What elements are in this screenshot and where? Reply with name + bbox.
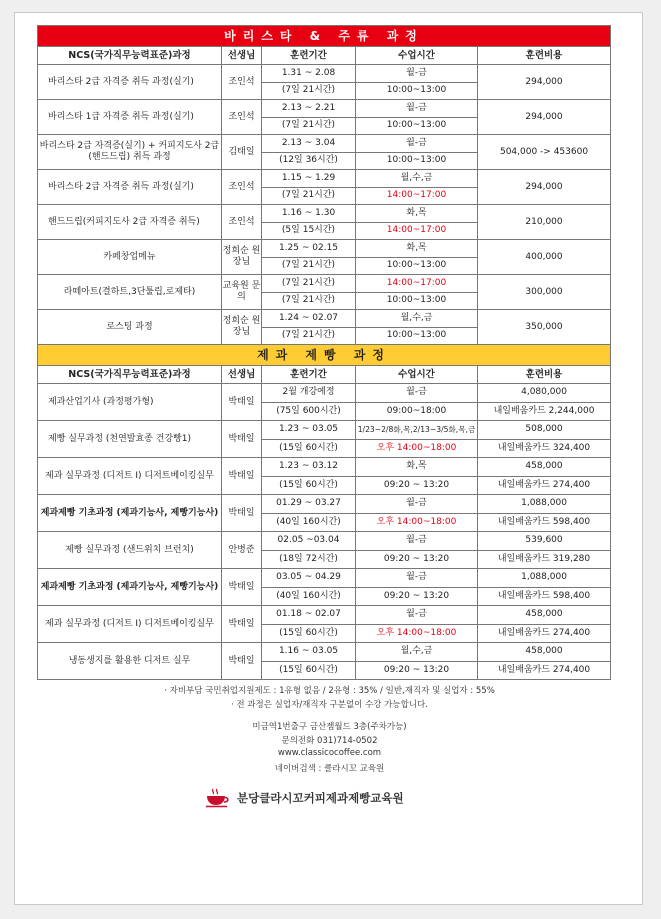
- teacher: 정희순 원장님: [222, 310, 262, 345]
- course-name: 제과제빵 기초과정 (제과기능사, 제빵기능사): [38, 495, 222, 532]
- cost: 210,000: [478, 205, 611, 240]
- period: 1.16 ~ 03.05: [262, 643, 356, 662]
- card-cost: 내일배움카드 2,244,000: [478, 402, 611, 421]
- teacher: 박태일: [222, 606, 262, 643]
- teacher: 교육원 문의: [222, 275, 262, 310]
- hours: (7일 21시간): [262, 187, 356, 205]
- course-name: 바리스타 1급 자격증 취득 과정(실기): [38, 100, 222, 135]
- course-name: 로스팅 과정: [38, 310, 222, 345]
- class-time: 오후 14:00~18:00: [356, 439, 478, 458]
- website: www.classicocoffee.com: [277, 748, 382, 758]
- hours: (15일 60시간): [262, 624, 356, 643]
- period: 01.29 ~ 03.27: [262, 495, 356, 514]
- days: 월-금: [356, 569, 478, 588]
- class-time: 10:00~13:00: [356, 327, 478, 345]
- cost: 300,000: [478, 275, 611, 310]
- card-cost: 내일배움카드 274,400: [478, 624, 611, 643]
- hours: (7일 21시간): [262, 292, 356, 310]
- cost: 4,080,000: [478, 384, 611, 403]
- course-name: 제과 실무과정 (디저트 I) 디저트베이킹실무: [38, 606, 222, 643]
- days: 월-금: [356, 495, 478, 514]
- hours: (7일 21시간): [262, 327, 356, 345]
- coffee-cup-icon: [205, 788, 231, 808]
- header-time: 수업시간: [356, 47, 478, 65]
- header-course: NCS(국가직무능력표준)과정: [38, 366, 222, 384]
- period: 1.31 ~ 2.08: [262, 65, 356, 83]
- days: 월-금: [356, 384, 478, 403]
- days: 월,수,금: [356, 310, 478, 328]
- class-time: 09:20 ~ 13:20: [356, 587, 478, 606]
- header-time: 수업시간: [356, 366, 478, 384]
- period: 2.13 ~ 3.04: [262, 135, 356, 153]
- class-time: 10:00~13:00: [356, 292, 478, 310]
- cost: 1,088,000: [478, 495, 611, 514]
- card-cost: 내일배움카드 274,400: [478, 476, 611, 495]
- class-time: 09:00~18:00: [356, 402, 478, 421]
- days: 월-금: [356, 606, 478, 625]
- course-name: 핸드드립(커피지도사 2급 자격증 취득): [38, 205, 222, 240]
- course-name: 카페창업메뉴: [38, 240, 222, 275]
- hours: (7일 21시간): [262, 257, 356, 275]
- teacher: 박태일: [222, 384, 262, 421]
- period: 03.05 ~ 04.29: [262, 569, 356, 588]
- period: 1.23 ~ 03.05: [262, 421, 356, 440]
- hours: (75일 600시간): [262, 402, 356, 421]
- phone: 문의전화 031)714-0502: [281, 736, 378, 746]
- card-cost: 내일배움카드 324,400: [478, 439, 611, 458]
- teacher: 안병준: [222, 532, 262, 569]
- period: 1.23 ~ 03.12: [262, 458, 356, 477]
- period: 2.13 ~ 2.21: [262, 100, 356, 118]
- teacher: 김태일: [222, 135, 262, 170]
- course-name: 냉동생지를 활용한 디저트 실무: [38, 643, 222, 680]
- address: 미금역1번출구 금산젬월드 3층(주차가능): [252, 722, 407, 732]
- teacher: 조인석: [222, 205, 262, 240]
- course-name: 바리스타 2급 자격증 취득 과정(실기): [38, 65, 222, 100]
- teacher: 박태일: [222, 458, 262, 495]
- class-time: 오후 14:00~18:00: [356, 624, 478, 643]
- header-period: 훈련기간: [262, 47, 356, 65]
- naver-search: 네이버검색 : 클라시꼬 교육원: [274, 764, 385, 774]
- bakery-section-title: 제과 제빵 과정: [38, 345, 611, 366]
- class-time: 14:00~17:00: [356, 222, 478, 240]
- cost: 539,600: [478, 532, 611, 551]
- header-cost: 훈련비용: [478, 366, 611, 384]
- days: 화,목: [356, 458, 478, 477]
- cost: 294,000: [478, 65, 611, 100]
- hours: (5일 15시간): [262, 222, 356, 240]
- cost: 458,000: [478, 643, 611, 662]
- card-cost: 내일배움카드 598,400: [478, 587, 611, 606]
- document-page: [14, 12, 643, 905]
- teacher: 조인석: [222, 100, 262, 135]
- period: (7일 21시간): [262, 275, 356, 293]
- teacher: 조인석: [222, 65, 262, 100]
- header-period: 훈련기간: [262, 366, 356, 384]
- course-name: 제빵 실무과정 (천연발효종 건강빵1): [38, 421, 222, 458]
- header-teacher: 선생님: [222, 47, 262, 65]
- academy-name: 분당클라시꼬커피제과제빵교육원: [237, 791, 404, 805]
- cost: 508,000: [478, 421, 611, 440]
- teacher: 박태일: [222, 569, 262, 606]
- period: 1.25 ~ 02.15: [262, 240, 356, 258]
- cost: 400,000: [478, 240, 611, 275]
- days: 월,수,금: [356, 170, 478, 188]
- teacher: 박태일: [222, 643, 262, 680]
- course-name: 제과제빵 기초과정 (제과기능사, 제빵기능사): [38, 569, 222, 606]
- card-cost: 내일배움카드 319,280: [478, 550, 611, 569]
- class-time: 오후 14:00~18:00: [356, 513, 478, 532]
- header-cost: 훈련비용: [478, 47, 611, 65]
- hours: (7일 21시간): [262, 117, 356, 135]
- class-time: 10:00~13:00: [356, 82, 478, 100]
- days: 화,목: [356, 205, 478, 223]
- barista-section-title: 바리스타 & 주류 과정: [38, 26, 611, 47]
- cost: 350,000: [478, 310, 611, 345]
- hours: (40일 160시간): [262, 587, 356, 606]
- days: 월-금: [356, 135, 478, 153]
- period: 1.16 ~ 1.30: [262, 205, 356, 223]
- course-name: 바리스타 2급 자격증 취득 과정(실기): [38, 170, 222, 205]
- period: 01.18 ~ 02.07: [262, 606, 356, 625]
- academy-logo: [205, 787, 404, 809]
- course-name: 제빵 실무과정 (샌드위치 브런치): [38, 532, 222, 569]
- class-time: 09:20 ~ 13:20: [356, 661, 478, 680]
- hours: (15일 60시간): [262, 439, 356, 458]
- period: 02.05 ~03.04: [262, 532, 356, 551]
- schedule-tables: [37, 25, 610, 680]
- cost: 294,000: [478, 170, 611, 205]
- teacher: 박태일: [222, 421, 262, 458]
- class-time: 14:00~17:00: [356, 187, 478, 205]
- teacher: 정희순 원장님: [222, 240, 262, 275]
- period: 1.15 ~ 1.29: [262, 170, 356, 188]
- hours: (40일 160시간): [262, 513, 356, 532]
- eligibility-note: · 전 과정은 실업자/재직자 구분없이 수강 가능합니다.: [231, 700, 428, 710]
- course-name: 라떼아트(결하트,3단툴립,로제타): [38, 275, 222, 310]
- days: 월,수,금: [356, 643, 478, 662]
- days: 1/23~2/8화,목,2/13~3/5화,목,금: [356, 421, 478, 440]
- hours: (18일 72시간): [262, 550, 356, 569]
- class-time: 10:00~13:00: [356, 117, 478, 135]
- class-time: 09:20 ~ 13:20: [356, 550, 478, 569]
- barista-table: [37, 25, 611, 680]
- card-cost: 내일배움카드 598,400: [478, 513, 611, 532]
- hours: (12일 36시간): [262, 152, 356, 170]
- period: 2월 개강예정: [262, 384, 356, 403]
- teacher: 박태일: [222, 495, 262, 532]
- cost: 1,088,000: [478, 569, 611, 588]
- days: 월-금: [356, 65, 478, 83]
- course-name: 제과산업기사 (과정평가형): [38, 384, 222, 421]
- teacher: 조인석: [222, 170, 262, 205]
- class-time: 09:20 ~ 13:20: [356, 476, 478, 495]
- cost: 458,000: [478, 606, 611, 625]
- course-name: 바리스타 2급 자격증(실기) + 커피지도사 2급(핸드드립) 취득 과정: [38, 135, 222, 170]
- cost: 458,000: [478, 458, 611, 477]
- hours: (15일 60시간): [262, 661, 356, 680]
- days: 14:00~17:00: [356, 275, 478, 293]
- card-cost: 내일배움카드 274,400: [478, 661, 611, 680]
- header-teacher: 선생님: [222, 366, 262, 384]
- subsidy-note: · 자비부담 국민취업지원제도 : 1유형 없음 / 2유형 : 35% / 일반,재직자 및 실업자 : 55%: [164, 686, 495, 696]
- cost: 294,000: [478, 100, 611, 135]
- hours: (7일 21시간): [262, 82, 356, 100]
- days: 월-금: [356, 532, 478, 551]
- header-course: NCS(국가직무능력표준)과정: [38, 47, 222, 65]
- cost: 504,000 -> 453600: [478, 135, 611, 170]
- period: 1.24 ~ 02.07: [262, 310, 356, 328]
- hours: (15일 60시간): [262, 476, 356, 495]
- class-time: 10:00~13:00: [356, 257, 478, 275]
- course-name: 제과 실무과정 (디저트 I) 디저트베이킹실무: [38, 458, 222, 495]
- class-time: 10:00~13:00: [356, 152, 478, 170]
- days: 월-금: [356, 100, 478, 118]
- days: 화,목: [356, 240, 478, 258]
